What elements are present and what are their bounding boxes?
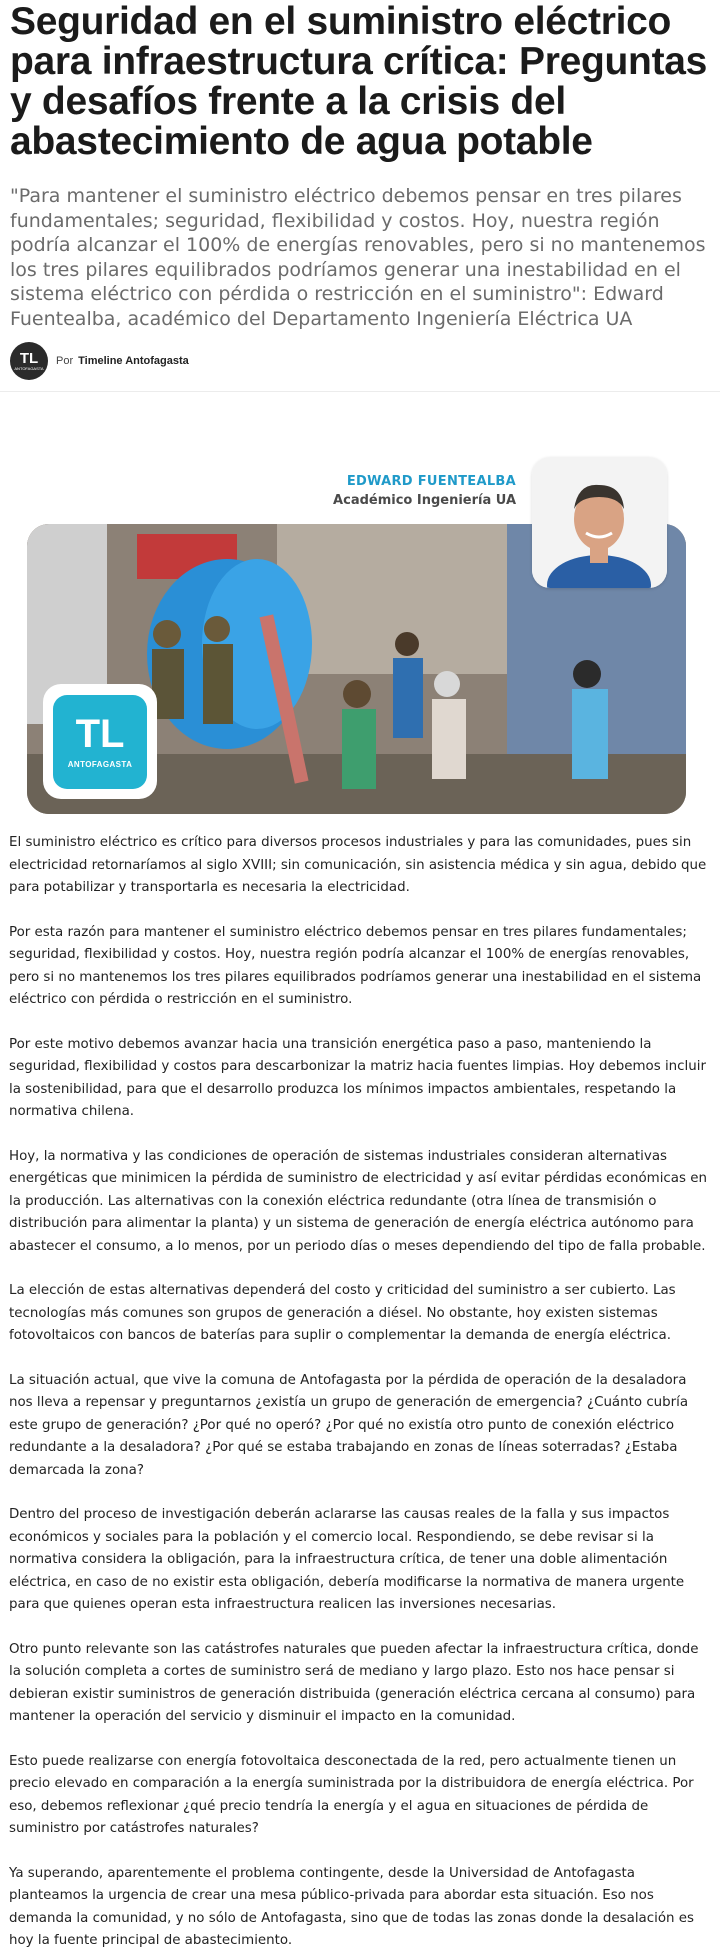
- article-paragraph: La situación actual, que vive la comuna de Antofagasta por la pérdida de operación de la desaladora nos lleva a repensar y preguntarnos ¿existía un grupo de generación de emergencia? ¿Cuánto cubría este grupo de generación? ¿Por qué no operó? ¿Por qué no existía otro punto de conexión eléctrico redundante a la desaladora? ¿Por qué se estaba trabajando en zonas de líneas soterradas? ¿Estaba demarcada la zona?: [9, 1372, 689, 1478]
- timeline-logo-subtext: ANTOFAGASTA: [67, 760, 133, 769]
- article-body: [0, 832, 720, 1953]
- avatar-logo-text: TL: [19, 350, 39, 367]
- byline: [10, 341, 710, 391]
- article-paragraph: Dentro del proceso de investigación deberán aclararse las causas reales de la falla y sus impactos económicos y sociales para la población y el comercio local. Respondiendo, se debe revisar si la normativa considera la obligación, para la infraestructura crítica, de tener una doble alimentación eléctrica, en caso de no existir esta obligación, debería modificarse la normativa de manera urgente para que quienes operan esta infraestructura realicen las inversiones necesarias.: [9, 1507, 685, 1612]
- hero-person-name: EDWARD FUENTEALBA: [346, 474, 516, 489]
- article-paragraph: Esto puede realizarse con energía fotovoltaica desconectada de la red, pero actualmente tienen un precio elevado en comparación a la energía suministrada por la distribuidora de energía eléctrica. Por eso, debemos reflexionar ¿qué precio tendría la energía y el agua en situaciones de pérdida de suministro por catástrofes naturales?: [9, 1753, 694, 1836]
- article-paragraph: Por este motivo debemos avanzar hacia una transición energética paso a paso, manteniendo la seguridad, flexibilidad y costos para descarbonizar la matriz hacia fuentes limpias. Hoy debemos incluir la sostenibilidad, para que el desarrollo produzca los mínimos impactos ambientales, respetando la normativa chilena.: [9, 1036, 706, 1119]
- article-paragraph: El suministro eléctrico es crítico para diversos procesos industriales y para las comunidades, pues sin electricidad retornaríamos al siglo XVIII; sin comunicación, sin asistencia médica y sin agua, debido que para potabilizar y transportarla es necesaria la electricidad.: [9, 835, 707, 895]
- avatar-logo-subtext: ANTOFAGASTA: [14, 366, 44, 371]
- timeline-logo: [43, 684, 157, 799]
- article-paragraph: La elección de estas alternativas dependerá del costo y criticidad del suministro a ser cubierto. Las tecnologías más comunes son grupos de generación a diésel. No obstante, hoy existen sistemas fotovoltaicos con bancos de baterías para suplir o complementar la demanda de energía eléctrica.: [9, 1283, 676, 1343]
- portrait-photo: [532, 457, 667, 588]
- article-paragraph: Otro punto relevante son las catástrofes naturales que pueden afectar la infraestructura crítica, donde la solución completa a cortes de suministro será de mediano y largo plazo. Esto nos hace pensar si debieran existir suministros de generación distribuida (generación eléctrica cercana al consumo) para mantener la operación del servicio y disminuir el impacto en la comunidad.: [9, 1641, 699, 1724]
- byline-author-link[interactable]: Timeline Antofagasta: [78, 355, 189, 367]
- article-lead: "Para mantener el suministro eléctrico debemos pensar en tres pilares fundamentales; seguridad, flexibilidad y costos. Hoy, nuestra región podría alcanzar el 100% de energías renovables, pero si no mantenemos los tres pilares equilibrados podríamos generar una inestabilidad en el sistema eléctrico con pérdida o restricción en el suministro": Edward Fuentealba, académico del Departamento Ingeniería Eléctrica UA: [10, 185, 706, 330]
- author-avatar[interactable]: [10, 342, 48, 380]
- hero-image: [0, 392, 720, 832]
- byline-prefix: Por: [56, 355, 74, 367]
- timeline-logo-mark: [53, 695, 147, 789]
- article-paragraph: Hoy, la normativa y las condiciones de operación de sistemas industriales consideran alternativas energéticas que minimicen la pérdida de suministro de electricidad y así evitar pérdidas económicas en la producción. Las alternativas con la conexión eléctrica redundante (otra línea de transmisión o distribución para alimentar la planta) y un sistema de generación de energía eléctrica autónomo para abastecer el consumo, a lo menos, por un periodo días o meses dependiendo del tipo de falla probable.: [9, 1148, 707, 1254]
- article-paragraph: Por esta razón para mantener el suministro eléctrico debemos pensar en tres pilares fundamentales; seguridad, flexibilidad y costos. Hoy, nuestra región podría alcanzar el 100% de energías renovables, pero si no mantenemos los tres pilares equilibrados podríamos generar una inestabilidad en el sistema eléctrico con pérdida o restricción en el suministro.: [9, 924, 702, 1007]
- article-paragraph: Ya superando, aparentemente el problema contingente, desde la Universidad de Antofagasta planteamos la urgencia de crear una mesa público-privada para abordar esta situación. Eso nos demanda la comunidad, y no sólo de Antofagasta, sino que de todas las zonas donde la desalación es hoy la fuente principal de abastecimiento.: [9, 1865, 694, 1948]
- portrait-figure: [532, 457, 667, 588]
- timeline-logo-text: TL: [75, 712, 125, 756]
- hero-person-role: Académico Ingeniería UA: [333, 493, 516, 508]
- article-title: Seguridad en el suministro eléctrico para infraestructura crítica: Preguntas y desafíos frente a la crisis del abastecimiento de agua potable: [10, 0, 708, 163]
